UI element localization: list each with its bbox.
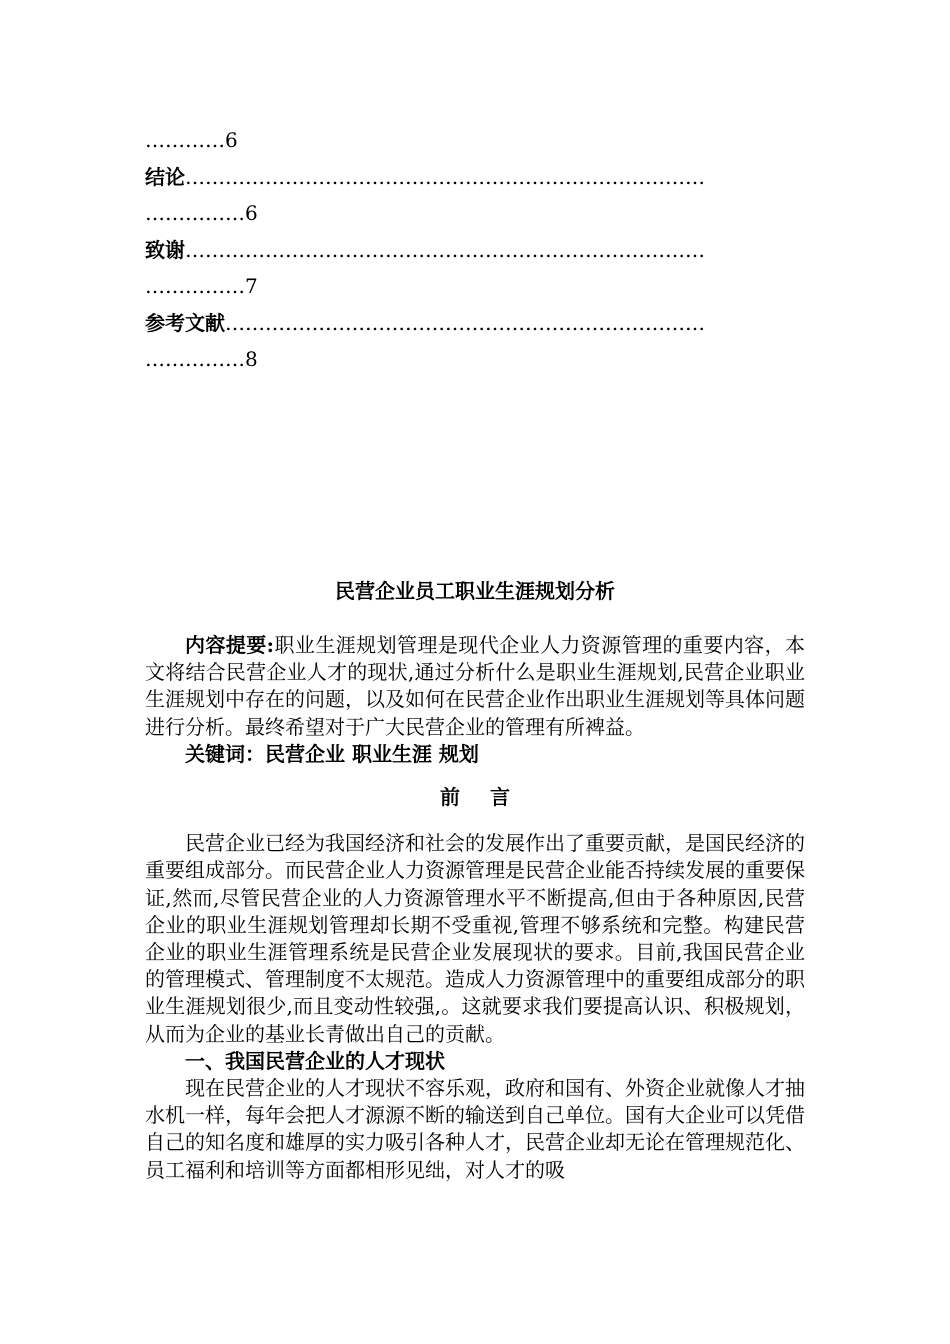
toc-entry-title: 参考文献 (145, 310, 225, 335)
section-paragraph: 现在民营企业的人才现状不容乐观，政府和国有、外资企业就像人才抽水机一样，每年会把人才源源不断的输送到自己单位。国有大企业可以凭借自己的知名度和雄厚的实力吸引各种人才，民营企业却无论在管理规范化、员工福利和培训等方面都相形见绌，对人才的吸 (145, 1076, 805, 1182)
abstract-paragraph (145, 632, 805, 741)
toc-leader-dots: …………………………………………………………………… (185, 164, 705, 189)
toc-entry-title: 结论 (145, 164, 185, 189)
toc-entry-references[interactable] (145, 305, 805, 342)
table-of-contents (145, 122, 805, 378)
document-title: 民营企业员工职业生涯规划分析 (335, 579, 615, 603)
toc-leader-dots: ……………………………………………………………… (225, 310, 705, 335)
section-heading: 一、我国民营企业的人才现状 (185, 1048, 445, 1073)
toc-continuation: ……………7 (145, 274, 258, 298)
toc-continuation: ……………8 (145, 347, 258, 371)
document-body (145, 632, 805, 1184)
toc-continuation: ……………6 (145, 201, 258, 225)
toc-entry-title: 致谢 (145, 237, 185, 262)
toc-leader-dots: …………………………………………………………………… (185, 237, 705, 262)
abstract-label: 内容提要: (185, 633, 275, 657)
preface-heading: 前言 (440, 785, 540, 810)
keywords-line: 关键词：民营企业 职业生涯 规划 (185, 741, 479, 766)
toc-entry-conclusion[interactable] (145, 159, 805, 196)
preface-paragraph: 民营企业已经为我国经济和社会的发展作出了重要贡献，是国民经济的重要组成部分。而民营企业人力资源管理是民营企业能否持续发展的重要保证,然而,尽管民营企业的人力资源管理水平不断提高,但由于各种原因,民营企业的职业生涯规划管理却长期不受重视,管理不够系统和完整。构建民营企业的职业生涯管理系统是民营企业发展现状的要求。目前,我国民营企业的管理模式、管理制度不太规范。造成人力资源管理中的重要组成部分的职业生涯规划很少,而且变动性较强,。这就要求我们要提高认识、积极规划，从而为企业的基业长青做出自己的贡献。 (145, 831, 805, 1046)
toc-entry-acknowledgements[interactable] (145, 232, 805, 269)
abstract-text: 职业生涯规划管理是现代企业人力资源管理的重要内容，本文将结合民营企业人才的现状,通过分析什么是职业生涯规划,民营企业职业生涯规划中存在的问题，以及如何在民营企业作出职业生涯规划等具体问题进行分析。最终希望对于广大民营企业的管理有所裨益。 (145, 633, 806, 739)
toc-continuation: …………6 (145, 128, 238, 152)
